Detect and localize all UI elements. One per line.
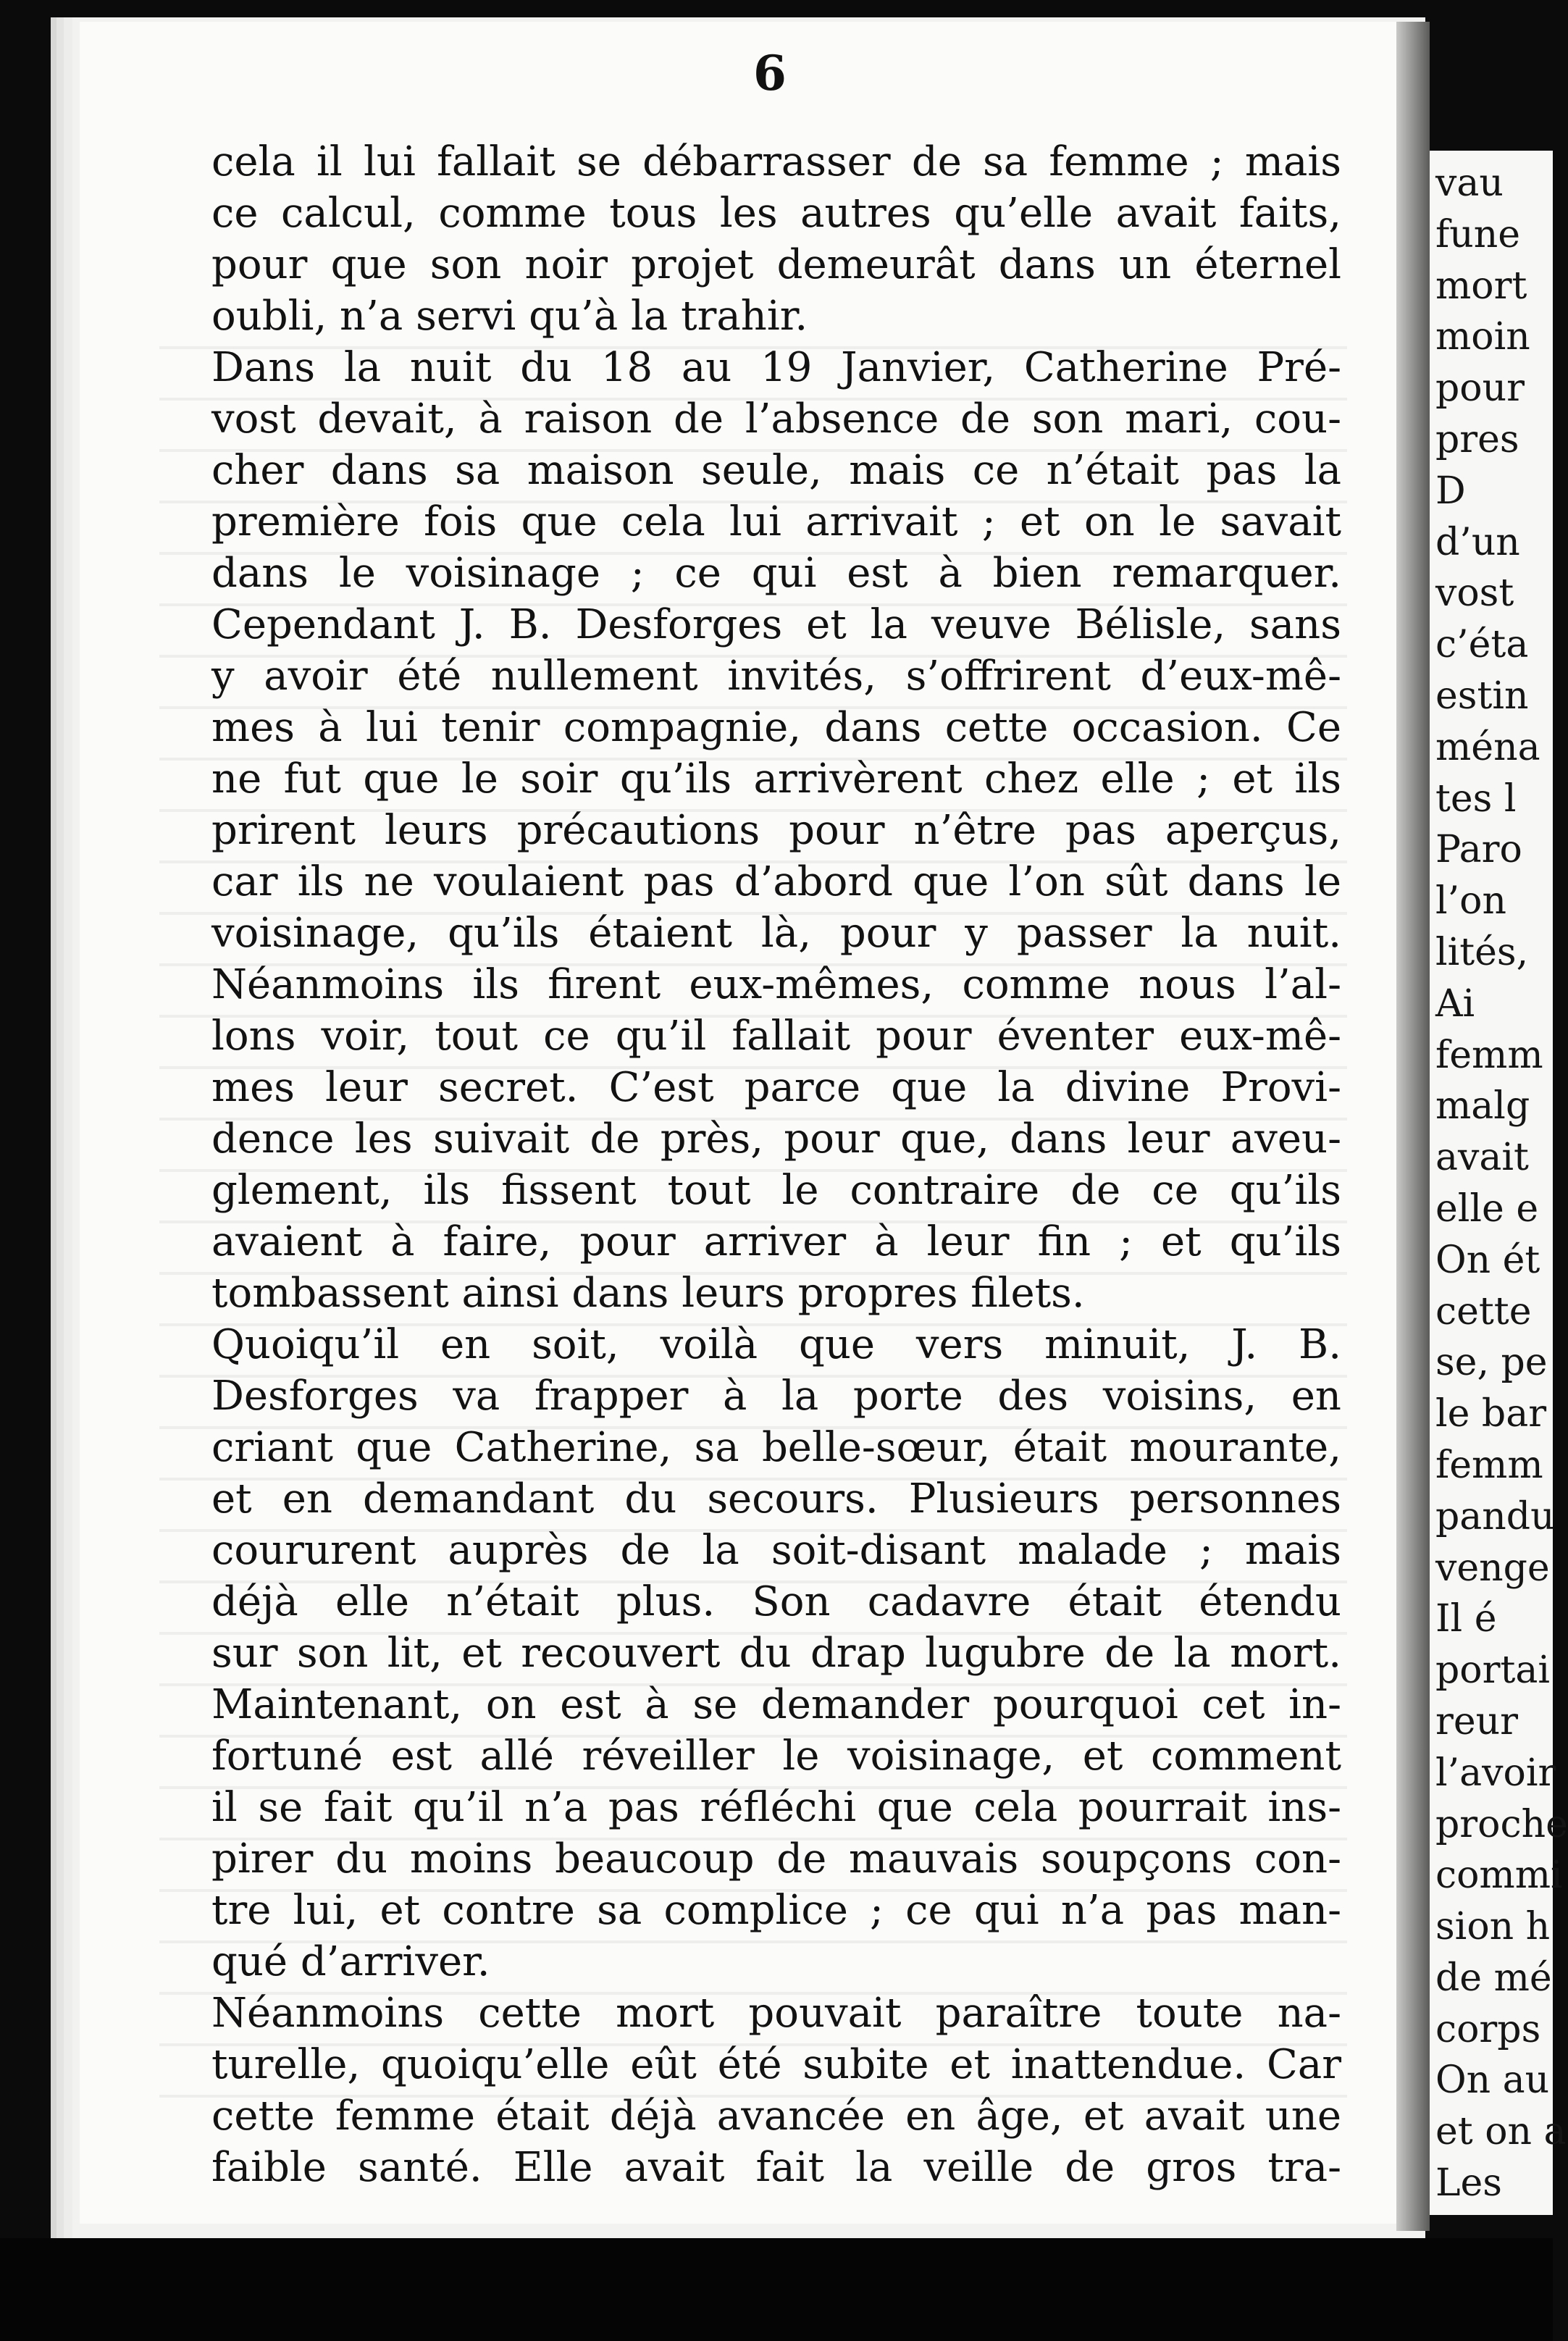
text-line: lons voir, tout ce qu’il fallait pour éventer eux-mê- [211, 1013, 1341, 1060]
text-line: avaient à faire, pour arriver à leur fin ; et qu’ils [211, 1218, 1341, 1265]
text-line-fragment: commi [1435, 1854, 1563, 1898]
text-line: coururent auprès de la soit-disant malade ; mais [211, 1527, 1341, 1574]
text-line-fragment: moin [1435, 315, 1530, 359]
text-line-fragment: de mé [1435, 1956, 1552, 2000]
scan-bottom-border [0, 2238, 1553, 2341]
text-line: Dans la nuit du 18 au 19 Janvier, Catherine Pré- [211, 344, 1341, 391]
text-line: y avoir été nullement invités, s’offrirent d’eux-mê- [211, 653, 1341, 700]
text-line-fragment: portai [1435, 1649, 1550, 1693]
text-line-fragment: reur [1435, 1699, 1518, 1743]
text-line-fragment: vau [1435, 162, 1504, 205]
text-line-fragment: elle e [1435, 1186, 1539, 1231]
text-line-fragment: corps [1435, 2007, 1541, 2051]
text-line-fragment: le bar [1435, 1392, 1547, 1436]
text-line: oubli, n’a servi qu’à la trahir. [211, 293, 808, 340]
text-line: Néanmoins ils firent eux-mêmes, comme nous l’al- [211, 961, 1341, 1008]
text-line: turelle, quoiqu’elle eût été subite et inattendue. Car [211, 2041, 1341, 2088]
text-line-fragment: Paro [1435, 828, 1522, 872]
text-line: voisinage, qu’ils étaient là, pour y passer la nuit. [211, 910, 1341, 957]
text-line: glement, ils fissent tout le contraire de ce qu’ils [211, 1167, 1341, 1214]
text-line: première fois que cela lui arrivait ; et on le savait [211, 498, 1341, 545]
text-line-fragment: sion h [1435, 1905, 1551, 1949]
text-line: Cependant J. B. Desforges et la veuve Bélisle, sans [211, 601, 1341, 648]
text-line: qué d’arriver. [211, 1938, 490, 1985]
text-line: sur son lit, et recouvert du drap lugubre de la mort. [211, 1630, 1341, 1677]
text-line: Quoiqu’il en soit, voilà que vers minuit, J. B. [211, 1321, 1341, 1368]
text-line: cher dans sa maison seule, mais ce n’était pas la [211, 447, 1341, 494]
text-line-fragment: l’avoir [1435, 1751, 1556, 1795]
text-line: prirent leurs précautions pour n’être pas aperçus, [211, 807, 1341, 854]
text-line: Maintenant, on est à se demander pourquoi cet in- [211, 1681, 1341, 1728]
text-line: car ils ne voulaient pas d’abord que l’on sût dans le [211, 858, 1341, 905]
text-line-fragment: lités, [1435, 930, 1529, 974]
text-line: dence les suivait de près, pour que, dans leur aveu- [211, 1115, 1341, 1163]
text-line: fortuné est allé réveiller le voisinage, et comment [211, 1733, 1341, 1780]
text-line: vost devait, à raison de l’absence de son mari, cou- [211, 395, 1341, 443]
text-line: tre lui, et contre sa complice ; ce qui n’a pas man- [211, 1887, 1341, 1934]
right-page-text-fragment [1435, 158, 1568, 2209]
text-line: Néanmoins cette mort pouvait paraître toute na- [211, 1990, 1341, 2037]
text-line-fragment: pandu [1435, 1494, 1555, 1538]
text-line: ne fut que le soir qu’ils arrivèrent chez elle ; et ils [211, 755, 1341, 803]
text-line-fragment: venge [1435, 1546, 1550, 1590]
text-line-fragment: On au [1435, 2059, 1550, 2103]
text-line-fragment: pour [1435, 367, 1525, 411]
text-line-fragment: tes l [1435, 776, 1517, 821]
text-line-fragment: malg [1435, 1084, 1530, 1128]
text-line: pour que son noir projet demeurât dans un éternel [211, 241, 1341, 288]
text-line-fragment: avait [1435, 1136, 1529, 1180]
text-line-fragment: l’on [1435, 879, 1506, 924]
text-line: il se fait qu’il n’a pas réfléchi que cela pourrait ins- [211, 1784, 1341, 1831]
text-line-fragment: cette [1435, 1289, 1532, 1333]
page-number: 6 [753, 45, 787, 101]
text-line: mes leur secret. C’est parce que la divine Provi- [211, 1064, 1341, 1111]
text-line: ce calcul, comme tous les autres qu’elle avait faits, [211, 190, 1341, 237]
text-line-fragment: ména [1435, 725, 1540, 769]
text-line: dans le voisinage ; ce qui est à bien remarquer. [211, 550, 1341, 597]
book-gutter [1396, 22, 1430, 2231]
text-line-fragment: Ai [1435, 981, 1475, 1026]
text-line-fragment: vost [1435, 571, 1514, 616]
text-line-fragment: proche [1435, 1802, 1568, 1846]
text-line-fragment: mort [1435, 264, 1527, 308]
text-line-fragment: estin [1435, 674, 1529, 718]
text-line: cela il lui fallait se débarrasser de sa femme ; mais [211, 138, 1341, 185]
text-line-fragment: Il é [1435, 1597, 1497, 1641]
text-line-fragment: Les [1435, 2161, 1502, 2206]
text-line-fragment: femm [1435, 1443, 1543, 1487]
text-line: mes à lui tenir compagnie, dans cette occasion. Ce [211, 704, 1341, 751]
left-page-text [211, 136, 1341, 2193]
text-line-fragment: et on a [1435, 2110, 1567, 2154]
text-line-fragment: fune [1435, 212, 1520, 256]
text-line: tombassent ainsi dans leurs propres filets. [211, 1270, 1085, 1317]
text-line: faible santé. Elle avait fait la veille de gros tra- [211, 2144, 1341, 2191]
text-line: Desforges va frapper à la porte des voisins, en [211, 1373, 1341, 1420]
text-line-fragment: c’éta [1435, 623, 1529, 667]
text-line: cette femme était déjà avancée en âge, et avait une [211, 2093, 1341, 2140]
text-line-fragment: pres [1435, 417, 1519, 461]
text-line: déjà elle n’était plus. Son cadavre était étendu [211, 1578, 1341, 1625]
text-line: criant que Catherine, sa belle-sœur, était mourante, [211, 1424, 1341, 1471]
text-line: et en demandant du secours. Plusieurs personnes [211, 1475, 1341, 1523]
text-line-fragment: On ét [1435, 1238, 1540, 1282]
text-line-fragment: D [1435, 469, 1466, 513]
text-line-fragment: femm [1435, 1033, 1543, 1077]
text-line-fragment: se, pe [1435, 1341, 1548, 1385]
text-line: pirer du moins beaucoup de mauvais soupçons con- [211, 1835, 1341, 1883]
text-line-fragment: d’un [1435, 520, 1520, 564]
